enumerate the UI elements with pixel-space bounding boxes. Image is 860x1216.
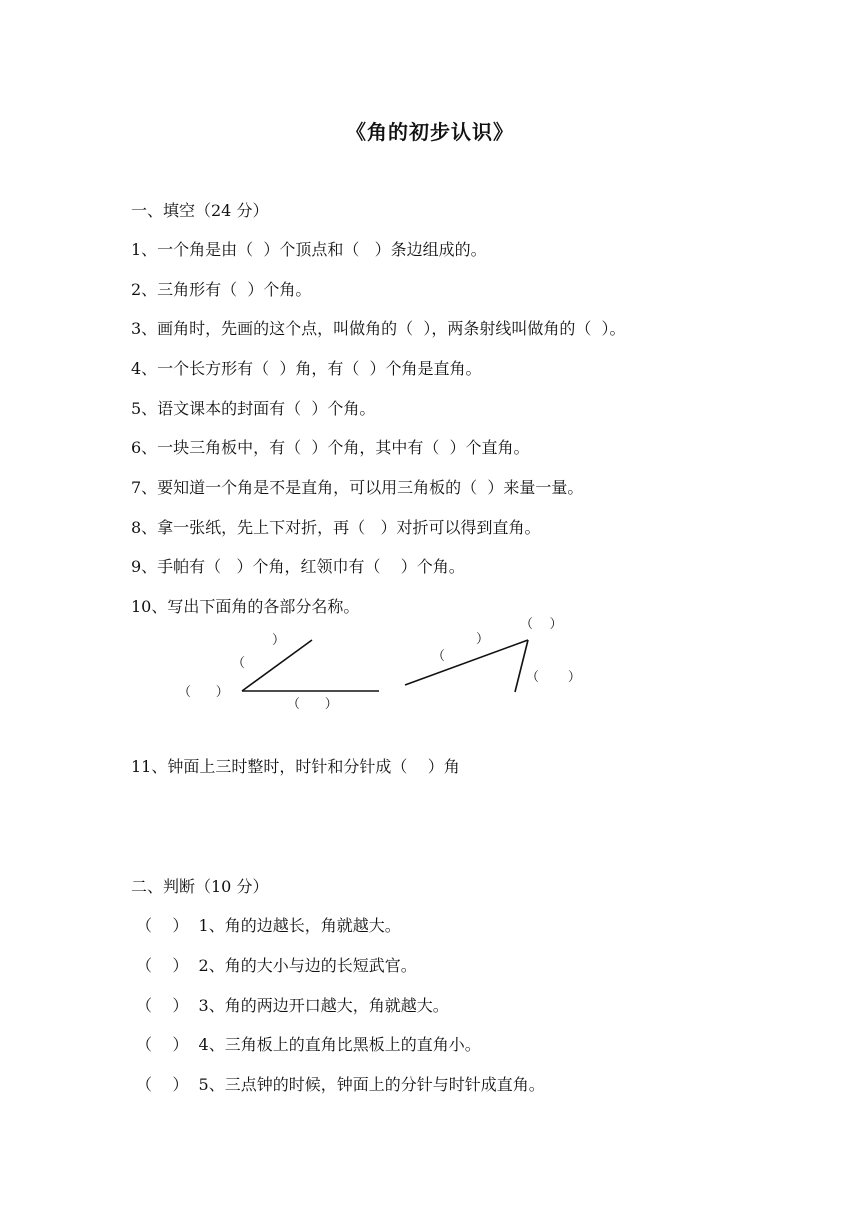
angle-b-right-label: （ ） [526, 670, 581, 685]
angle-a-vertex-label: （ ） [178, 685, 229, 700]
question-5: 5、语文课本的封面有（ ）个角。 [131, 399, 376, 418]
question-1: 1、一个角是由（ ）个顶点和（ ）条边组成的。 [131, 240, 487, 259]
angle-a-upper-close-label: ） [272, 633, 286, 648]
judge-item-2: （ ） 2、角的大小与边的长短武官。 [136, 956, 417, 975]
question-11: 11、钟面上三时整时，时针和分针成（ ）角 [131, 757, 460, 776]
angle-b-left-side [405, 640, 528, 685]
question-3: 3、画角时，先画的这个点，叫做角的（ ），两条射线叫做角的（ ）。 [131, 319, 626, 338]
question-6: 6、一块三角板中，有（ ）个角，其中有（ ）个直角。 [131, 438, 530, 457]
section-heading-fill-blank: 一、填空（24 分） [131, 201, 269, 220]
judge-item-1: （ ） 1、角的边越长，角就越大。 [136, 916, 401, 935]
angle-b-left-close-label: ） [476, 632, 490, 647]
angle-b-top-label: （ ） [520, 617, 563, 632]
angle-a-upper-open-label: （ [232, 656, 246, 671]
question-8: 8、拿一张纸，先上下对折，再（ ）对折可以得到直角。 [131, 518, 541, 537]
judge-item-4: （ ） 4、三角板上的直角比黑板上的直角小。 [136, 1035, 481, 1054]
page-title: 《角的初步认识》 [346, 120, 514, 144]
question-9: 9、手帕有（ ）个角，红领巾有（ ）个角。 [131, 557, 465, 576]
question-7: 7、要知道一个角是不是直角，可以用三角板的（ ）来量一量。 [131, 478, 584, 497]
question-2: 2、三角形有（ ）个角。 [131, 280, 312, 299]
section-heading-judge: 二、判断（10 分） [131, 877, 269, 896]
angle-a-bottom-label: （ ） [287, 697, 338, 712]
angle-b-left-open-label: （ [432, 649, 446, 664]
question-10: 10、写出下面角的各部分名称。 [131, 597, 360, 616]
judge-item-5: （ ） 5、三点钟的时候，钟面上的分针与时针成直角。 [136, 1075, 545, 1094]
judge-item-3: （ ） 3、角的两边开口越大，角就越大。 [136, 996, 449, 1015]
question-4: 4、一个长方形有（ ）角，有（ ）个角是直角。 [131, 359, 482, 378]
